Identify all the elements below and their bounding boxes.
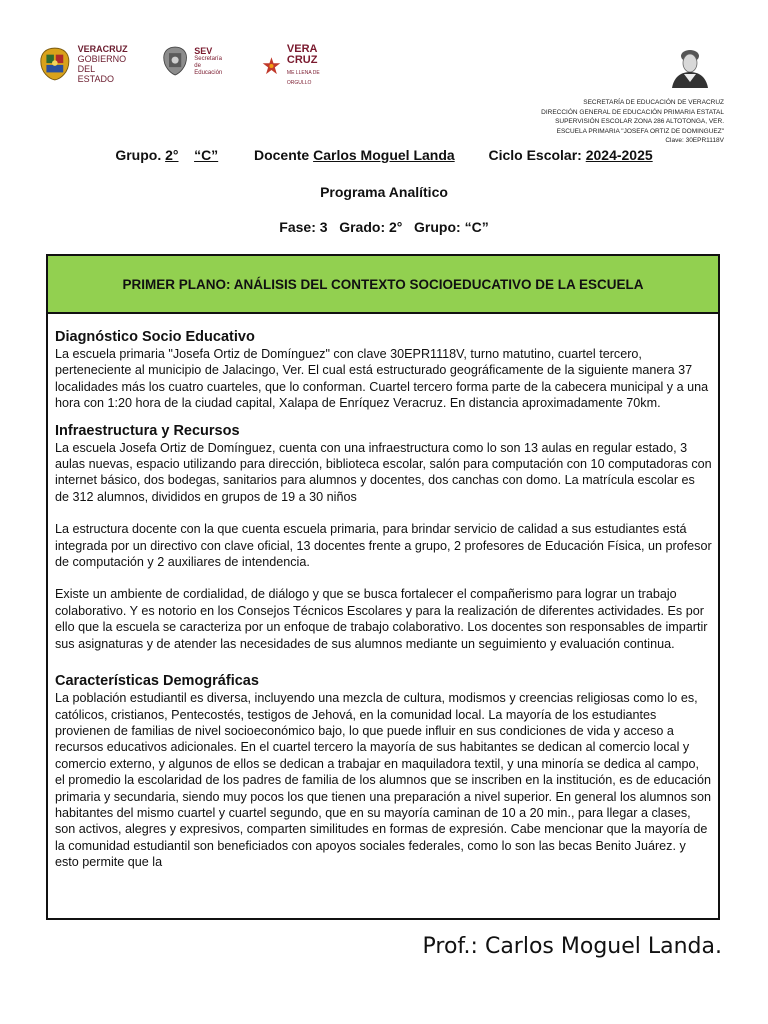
group-letter: “C”: [194, 147, 219, 163]
address-line: Clave: 30EPR1118V: [665, 137, 724, 145]
logo-text: VERACRUZ: [77, 44, 128, 54]
logo-text: GOBIERNO: [77, 54, 127, 64]
plan-title: PRIMER PLANO: ANÁLISIS DEL CONTEXTO SOCIOEDUCATIVO DE LA ESCUELA: [48, 256, 718, 314]
address-line: ESCUELA PRIMARIA "JOSEFA ORTIZ DE DOMINGUEZ": [556, 127, 724, 135]
section-text-infraestructura: La escuela Josefa Ortiz de Domínguez, cuenta con una infraestructura como lo son 13 aulas en regular estado, 3 aulas nuevas, espacio utilizando para dirección, biblioteca escolar, salón para computación con 10 computadoras con internet básico, dos bodegas, sanitarios para alumnos y docentes, dos canchas con domo. La matrícula escolar es de 312 alumnos, divididos en grupos de 19 a 30 niños: [55, 440, 712, 504]
address-line: DIRECCIÓN GENERAL DE EDUCACIÓN PRIMARIA ESTATAL: [541, 108, 724, 116]
section-text-demograficas: La población estudiantil es diversa, incluyendo una mezcla de cultura, modismos y creencias religiosas como lo es, católicos, cristianos, Pentecostés, testigos de Jehová, en la comunidad local. La mayoría de los estudiantes provienen de familias de nivel socioeconómico bajo, lo que puede influir en sus condiciones de vida y acceso a recursos educativos adicionales. En el cuartel tercero la mayoría de sus habitantes se dedican al comercio local y comercio externo, y algunos de ellos se dedican a trabajar en maquiladora textil, y una minoría se dedica al campo, el promedio la escolaridad de los padres de familia de los alumnos que se inscriben en la institución, es de educación primaria y secundaria, siendo muy pocos los que tienen una preparación a nivel superior. En general los alumnos son habitantes del mismo cuartel y cuartel segundo, que en su mayoría caminan de 10 a 20 min., para llegar a clases, son activos, alegres y expresivos, comparten similitudes en formas de expresión. Cabe mencionar que la mayoría de la comunidad estudiantil son beneficiados con apoyos sociales federales, como lo son las becas Benito Juárez. y esto permite que la: [55, 691, 711, 870]
veracruz-government-logo: [38, 44, 130, 84]
logo-text: de Educación: [194, 62, 223, 76]
section-text-diagnostico: La escuela primaria "Josefa Ortiz de Domínguez" con clave 30EPR1118V, turno matutino, cuartel tercero, perteneciente al municipio de Jalacingo, Ver. El cual está estructurado geográficamente de la siguiente manera 37 localidades más los cuatro cuarteles, que lo conforman. Cuartel tercero forma parte de la cabecera municipal y a una hora con 1:20 hora de la ciudad capital, Xalapa de Enríquez Veracruz. En distancia aproximadamente 70km.: [55, 347, 709, 411]
logo-text: SEV: [194, 45, 213, 56]
box-content: [48, 314, 718, 871]
section-text-docentes: La estructura docente con la que cuenta escuela primaria, para brindar servicio de calidad a sus estudiantes está integrada por un directivo con clave oficial, 13 docentes frente a grupo, 2 profesores de Educación Física, un profesor de computación y 2 auxiliares de intendencia.: [55, 522, 712, 570]
section-text-ambiente: Existe un ambiente de cordialidad, de diálogo y que se busca fortalecer el compañerismo para lograr un trabajo colaborativo. Y es notorio en los Consejos Técnicos Escolares y para la realización de diferentes actividades. Es por ello que la escuela se caracteriza por un enfoque de trabajo colaborativo. Los docentes son responsables de impartir sus asignaturas y de atender las necesidades de sus alumnos mediante un seguimiento y evaluación continua.: [55, 587, 708, 651]
teacher-label: Docente: [253, 147, 310, 163]
school-address: [541, 98, 724, 146]
veracruz-pride-logo: [262, 44, 327, 88]
portrait-image: [664, 44, 716, 88]
group-teacher-line: [0, 147, 768, 163]
context-analysis-box: [46, 254, 720, 920]
coat-of-arms-icon: [38, 45, 72, 83]
section-title-diagnostico: Diagnóstico Socio Educativo: [55, 329, 255, 345]
section-title-infraestructura: Infraestructura y Recursos: [55, 422, 240, 439]
teacher-name: Carlos Moguel Landa: [313, 147, 455, 163]
group-label: Grupo.: [115, 147, 162, 163]
school-year-label: Ciclo Escolar:: [488, 147, 582, 163]
footer-teacher-signature: Prof.: Carlos Moguel Landa.: [422, 934, 722, 959]
logo-text: ME LLENA DE ORGULLO: [286, 70, 320, 86]
logo-text: Secretaría: [194, 55, 222, 62]
logo-text: DEL ESTADO: [77, 64, 114, 84]
logo-text: CRUZ: [286, 54, 318, 66]
star-icon: [262, 52, 281, 80]
shield-icon: [162, 44, 188, 78]
logo-text: VERA: [286, 43, 318, 55]
phase-grade-group-line: Fase: 3 Grado: 2° Grupo: “C”: [279, 219, 489, 235]
page-title: Programa Analítico: [320, 184, 448, 200]
school-year-value: 2024-2025: [585, 147, 653, 163]
address-line: SECRETARÍA DE EDUCACIÓN DE VERACRUZ: [583, 99, 724, 106]
group-grade: 2°: [165, 147, 179, 163]
sev-logo: [162, 44, 226, 78]
address-line: SUPERVISIÓN ESCOLAR ZONA 286 ALTOTONGA, VER.: [555, 118, 724, 126]
section-title-demograficas: Características Demográficas: [55, 673, 259, 690]
